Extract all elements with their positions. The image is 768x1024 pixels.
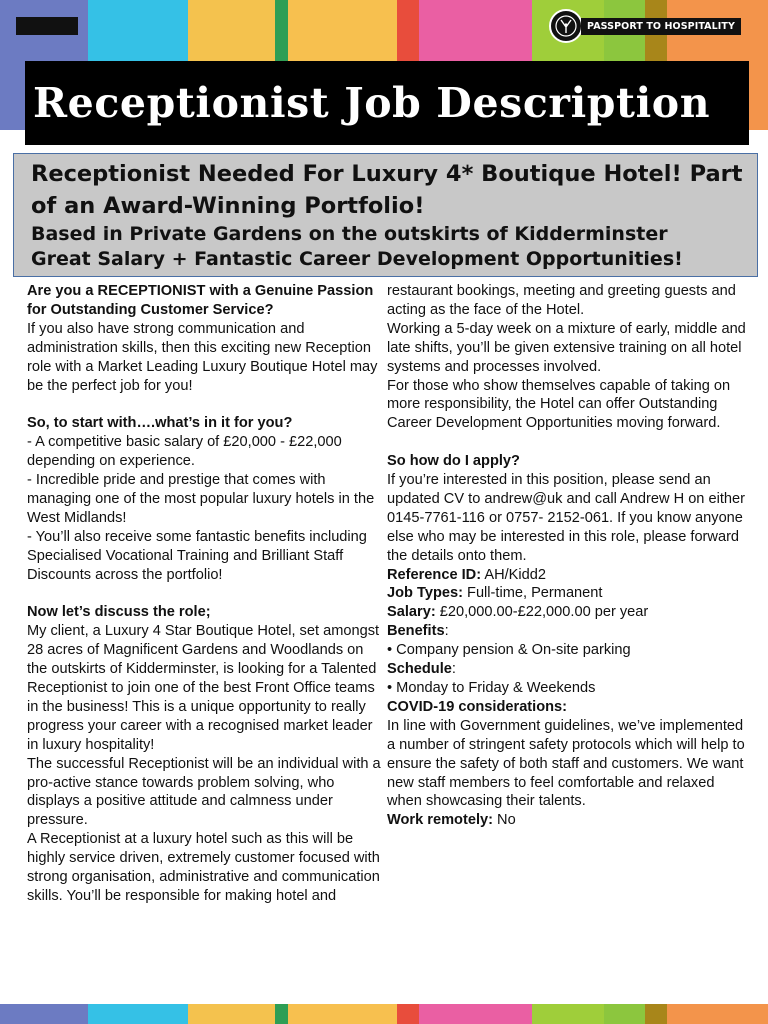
right-column bbox=[387, 282, 752, 830]
color-stripe bbox=[88, 1004, 187, 1024]
intro-text: If you also have strong communication and administration skills, then this exciting new Reception role with a Market Leading Luxury Boutique Hotel may be the perfect job for you! bbox=[27, 320, 378, 394]
color-stripe bbox=[288, 1004, 398, 1024]
page-title: Receptionist Job Description bbox=[33, 79, 711, 127]
subtitle-line-3: Based in Private Gardens on the outskirts of Kidderminster bbox=[31, 223, 668, 245]
benefits-label: Benefits bbox=[387, 623, 445, 640]
career-paragraph: For those who show themselves capable of taking on more responsibility, the Hotel can offer Outstanding Career Development Opportunities moving forward. bbox=[387, 377, 731, 432]
brand-logo bbox=[549, 8, 741, 44]
work-remotely-value: No bbox=[492, 812, 516, 829]
schedule-item: • Monday to Friday & Weekends bbox=[387, 680, 596, 697]
shifts-paragraph: Working a 5-day week on a mixture of early, middle and late shifts, you’ll be given extensive training on all hotel systems and processes involved. bbox=[387, 320, 746, 375]
subtitle-line-4: Great Salary + Fantastic Career Development Opportunities! bbox=[31, 248, 683, 270]
schedule-label: Schedule bbox=[387, 661, 452, 678]
color-stripe bbox=[188, 1004, 276, 1024]
color-stripe bbox=[604, 1004, 645, 1024]
salary-value: £20,000.00-£22,000.00 per year bbox=[435, 604, 649, 621]
color-stripe bbox=[275, 1004, 287, 1024]
benefit-item: - A competitive basic salary of £20,000 - £22,000 depending on experience. bbox=[27, 434, 342, 470]
role-heading: Now let’s discuss the role; bbox=[27, 604, 211, 621]
benefit-item: - Incredible pride and prestige that comes with managing one of the most popular luxury hotels in the West Midlands! bbox=[27, 472, 375, 526]
reference-id bbox=[387, 566, 752, 585]
tuxedo-icon bbox=[549, 9, 583, 43]
color-stripe bbox=[532, 1004, 605, 1024]
bottom-color-stripes bbox=[0, 1004, 768, 1024]
job-types-value: Full-time, Permanent bbox=[462, 585, 603, 602]
work-remotely-label: Work remotely: bbox=[387, 812, 493, 829]
role-paragraph-continued: restaurant bookings, meeting and greeting guests and acting as the face of the Hotel. bbox=[387, 283, 736, 318]
job-types bbox=[387, 584, 752, 603]
color-stripe bbox=[397, 1004, 419, 1024]
left-column bbox=[27, 282, 385, 906]
apply-text: If you’re interested in this position, please send an updated CV to andrew@uk and call Andrew H on either 0145-7761-116 or 0757- 2152-061. If you know anyone else who may be interested in this role, please forward the details onto them. bbox=[387, 472, 745, 564]
work-remotely bbox=[387, 811, 752, 830]
job-types-label: Job Types: bbox=[387, 585, 463, 602]
covid-text: In line with Government guidelines, we’ve implemented a number of stringent safety protocols which will help to ensure the safety of both staff and customers. We want new staff members to feel comfortable and relaxed when showcasing their talents. bbox=[387, 717, 745, 810]
intro-heading: Are you a RECEPTIONIST with a Genuine Passion for Outstanding Customer Service? bbox=[27, 283, 374, 318]
benefits bbox=[387, 622, 752, 641]
reference-value: AH/Kidd2 bbox=[481, 566, 546, 583]
role-paragraph: The successful Receptionist will be an individual with a pro-active stance towards problem solving, who displays a positive attitude and calmness under pressure. bbox=[27, 755, 381, 829]
benefits-heading: So, to start with….what’s in it for you? bbox=[27, 415, 293, 432]
color-stripe bbox=[645, 1004, 667, 1024]
benefits-colon: : bbox=[444, 623, 449, 640]
color-stripe bbox=[667, 1004, 768, 1024]
benefit-item: - You’ll also receive some fantastic benefits including Specialised Vocational Training and Brilliant Staff Discounts across the portfolio! bbox=[27, 528, 367, 583]
salary bbox=[387, 603, 752, 622]
spacer bbox=[387, 433, 752, 452]
logo-text: PASSPORT TO HOSPITALITY bbox=[581, 18, 741, 35]
title-bar bbox=[25, 61, 749, 145]
spacer bbox=[27, 395, 385, 414]
role-paragraph: A Receptionist at a luxury hotel such as this will be highly service driven, extremely customer focused with strong organisation, administrative and communication skills. You’ll be responsible for making hotel and bbox=[27, 831, 380, 904]
role-paragraph: My client, a Luxury 4 Star Boutique Hotel, set amongst 28 acres of Magnificent Gardens and Woodlands on the outskirts of Kidderminster, is looking for a Talented Receptionist to join one of the best Front Office teams in the business! This is a unique opportunity to really progress your career with a recognised market leader in luxury hospitality! bbox=[27, 623, 380, 753]
subtitle-line-1: Receptionist Needed For Luxury 4* Boutique Hotel! Part bbox=[31, 161, 743, 187]
reference-label: Reference ID: bbox=[387, 566, 482, 583]
salary-label: Salary: bbox=[387, 604, 436, 621]
color-stripe bbox=[0, 1004, 88, 1024]
benefits-item: • Company pension & On-site parking bbox=[387, 642, 631, 659]
schedule-colon: : bbox=[451, 661, 456, 678]
subtitle-box bbox=[13, 153, 758, 277]
covid-heading: COVID-19 considerations: bbox=[387, 698, 568, 715]
black-tab-block bbox=[16, 17, 78, 35]
schedule bbox=[387, 660, 752, 679]
apply-heading: So how do I apply? bbox=[387, 453, 520, 470]
color-stripe bbox=[419, 1004, 531, 1024]
subtitle-line-2: of an Award-Winning Portfolio! bbox=[31, 193, 425, 219]
spacer bbox=[27, 584, 385, 603]
